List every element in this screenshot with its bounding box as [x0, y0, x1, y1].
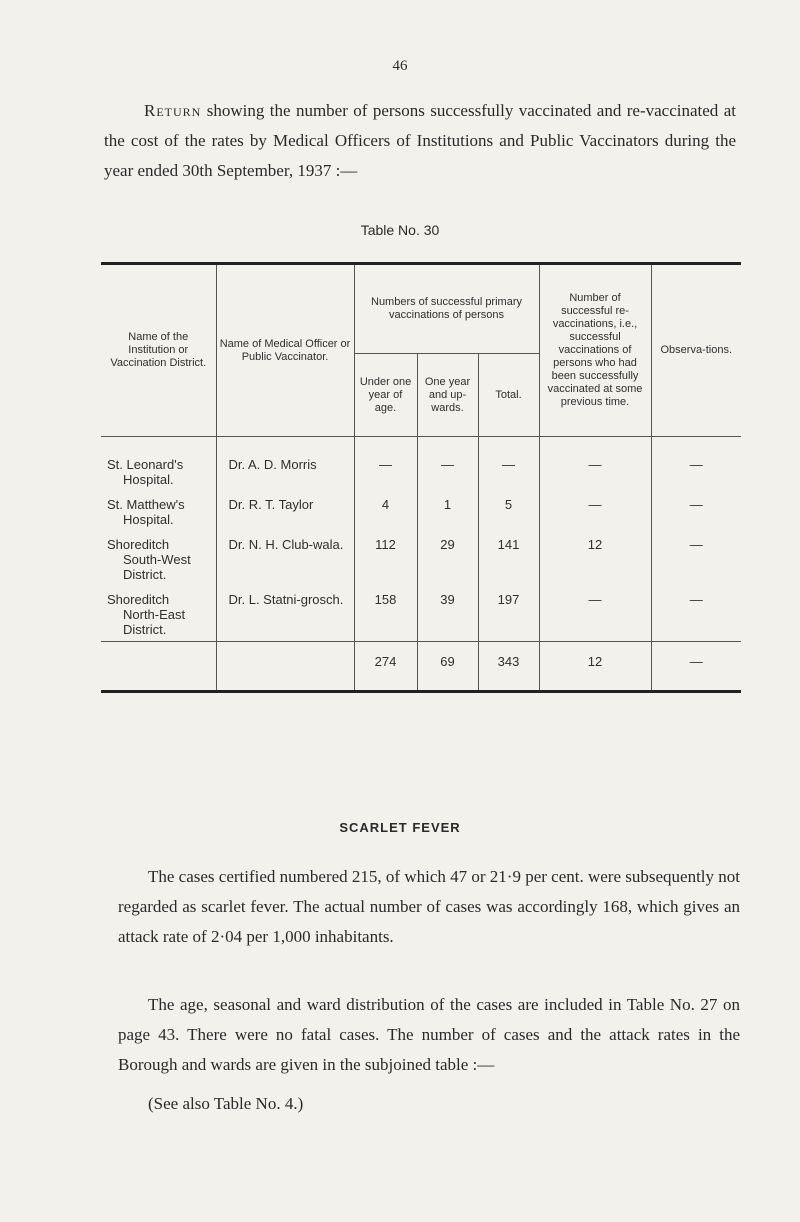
body-paragraph: The age, seasonal and ward distribution of the cases are included in Table No. 27 on page 43. There were no fatal cases. The number of cases and the attack rates in the Borough and wards are given in the subjoined table :—	[118, 995, 740, 1074]
total-revacc-cell: 12	[539, 642, 651, 692]
total-cell: 5	[478, 491, 539, 531]
revacc-cell: —	[539, 437, 651, 492]
observations-cell: —	[651, 586, 741, 642]
header-observations: Observa-tions.	[651, 264, 741, 437]
total-cell: 197	[478, 586, 539, 642]
vaccination-table-container	[101, 262, 741, 693]
vaccination-table	[101, 262, 741, 693]
under-one-cell: 112	[354, 531, 417, 586]
revacc-cell: —	[539, 491, 651, 531]
total-one-up-cell: 69	[417, 642, 478, 692]
header-one-year-upwards: One year and up-wards.	[417, 354, 478, 437]
totals-blank-cell	[216, 642, 354, 692]
intro-text: showing the number of persons successfully vaccinated and re-vaccinated at the cost of the rates by Medical Officers of Institutions and Public Vaccinators during the year ended 30th September, 1937 :—	[104, 101, 736, 180]
header-revaccinations: Number of successful re-vaccinations, i.e., successful vaccinations of persons who had been successfully vaccinated at some previous time.	[539, 264, 651, 437]
header-under-one-year: Under one year of age.	[354, 354, 417, 437]
under-one-cell: 4	[354, 491, 417, 531]
section-heading: SCARLET FEVER	[339, 820, 461, 835]
institution-cell: Shoreditch South-West District.	[107, 537, 191, 582]
officer-cell: Dr. N. H. Club-wala.	[216, 531, 354, 586]
under-one-cell: 158	[354, 586, 417, 642]
intro-lead-word: Return	[144, 101, 202, 120]
table-row	[101, 437, 741, 492]
grand-total-cell: 343	[478, 642, 539, 692]
under-one-cell: —	[354, 437, 417, 492]
page-number: 46	[392, 58, 408, 74]
observations-cell: —	[651, 531, 741, 586]
header-primary-vaccinations: Numbers of successful primary vaccinations of persons	[354, 264, 539, 354]
total-under-one-cell: 274	[354, 642, 417, 692]
officer-cell: Dr. A. D. Morris	[216, 437, 354, 492]
officer-cell: Dr. R. T. Taylor	[216, 491, 354, 531]
header-officer: Name of Medical Officer or Public Vaccinator.	[216, 264, 354, 437]
observations-cell: —	[651, 491, 741, 531]
institution-cell: St. Leonard's Hospital.	[107, 457, 184, 487]
total-cell: —	[478, 437, 539, 492]
table-title: Table No. 30	[360, 222, 440, 238]
body-paragraph: The cases certified numbered 215, of which 47 or 21·9 per cent. were subsequently not regarded as scarlet fever. The actual number of cases was accordingly 168, which gives an attack rate of 2·04 per 1,000 inhabitants.	[118, 867, 740, 946]
total-cell: 141	[478, 531, 539, 586]
one-up-cell: 1	[417, 491, 478, 531]
officer-cell: Dr. L. Statni-grosch.	[216, 586, 354, 642]
totals-row	[101, 642, 741, 692]
observations-cell: —	[651, 437, 741, 492]
total-observations-cell: —	[651, 642, 741, 692]
one-up-cell: 39	[417, 586, 478, 642]
intro-paragraph	[104, 96, 736, 186]
one-up-cell: 29	[417, 531, 478, 586]
totals-blank-cell	[101, 642, 216, 692]
table-row	[101, 531, 741, 586]
revacc-cell: 12	[539, 531, 651, 586]
header-total: Total.	[478, 354, 539, 437]
table-row	[101, 586, 741, 642]
table-row	[101, 491, 741, 531]
see-also-note: (See also Table No. 4.)	[148, 1094, 304, 1113]
one-up-cell: —	[417, 437, 478, 492]
institution-cell: Shoreditch North-East District.	[107, 592, 186, 637]
institution-cell: St. Matthew's Hospital.	[107, 497, 185, 527]
header-institution: Name of the Institution or Vaccination District.	[101, 264, 216, 437]
revacc-cell: —	[539, 586, 651, 642]
